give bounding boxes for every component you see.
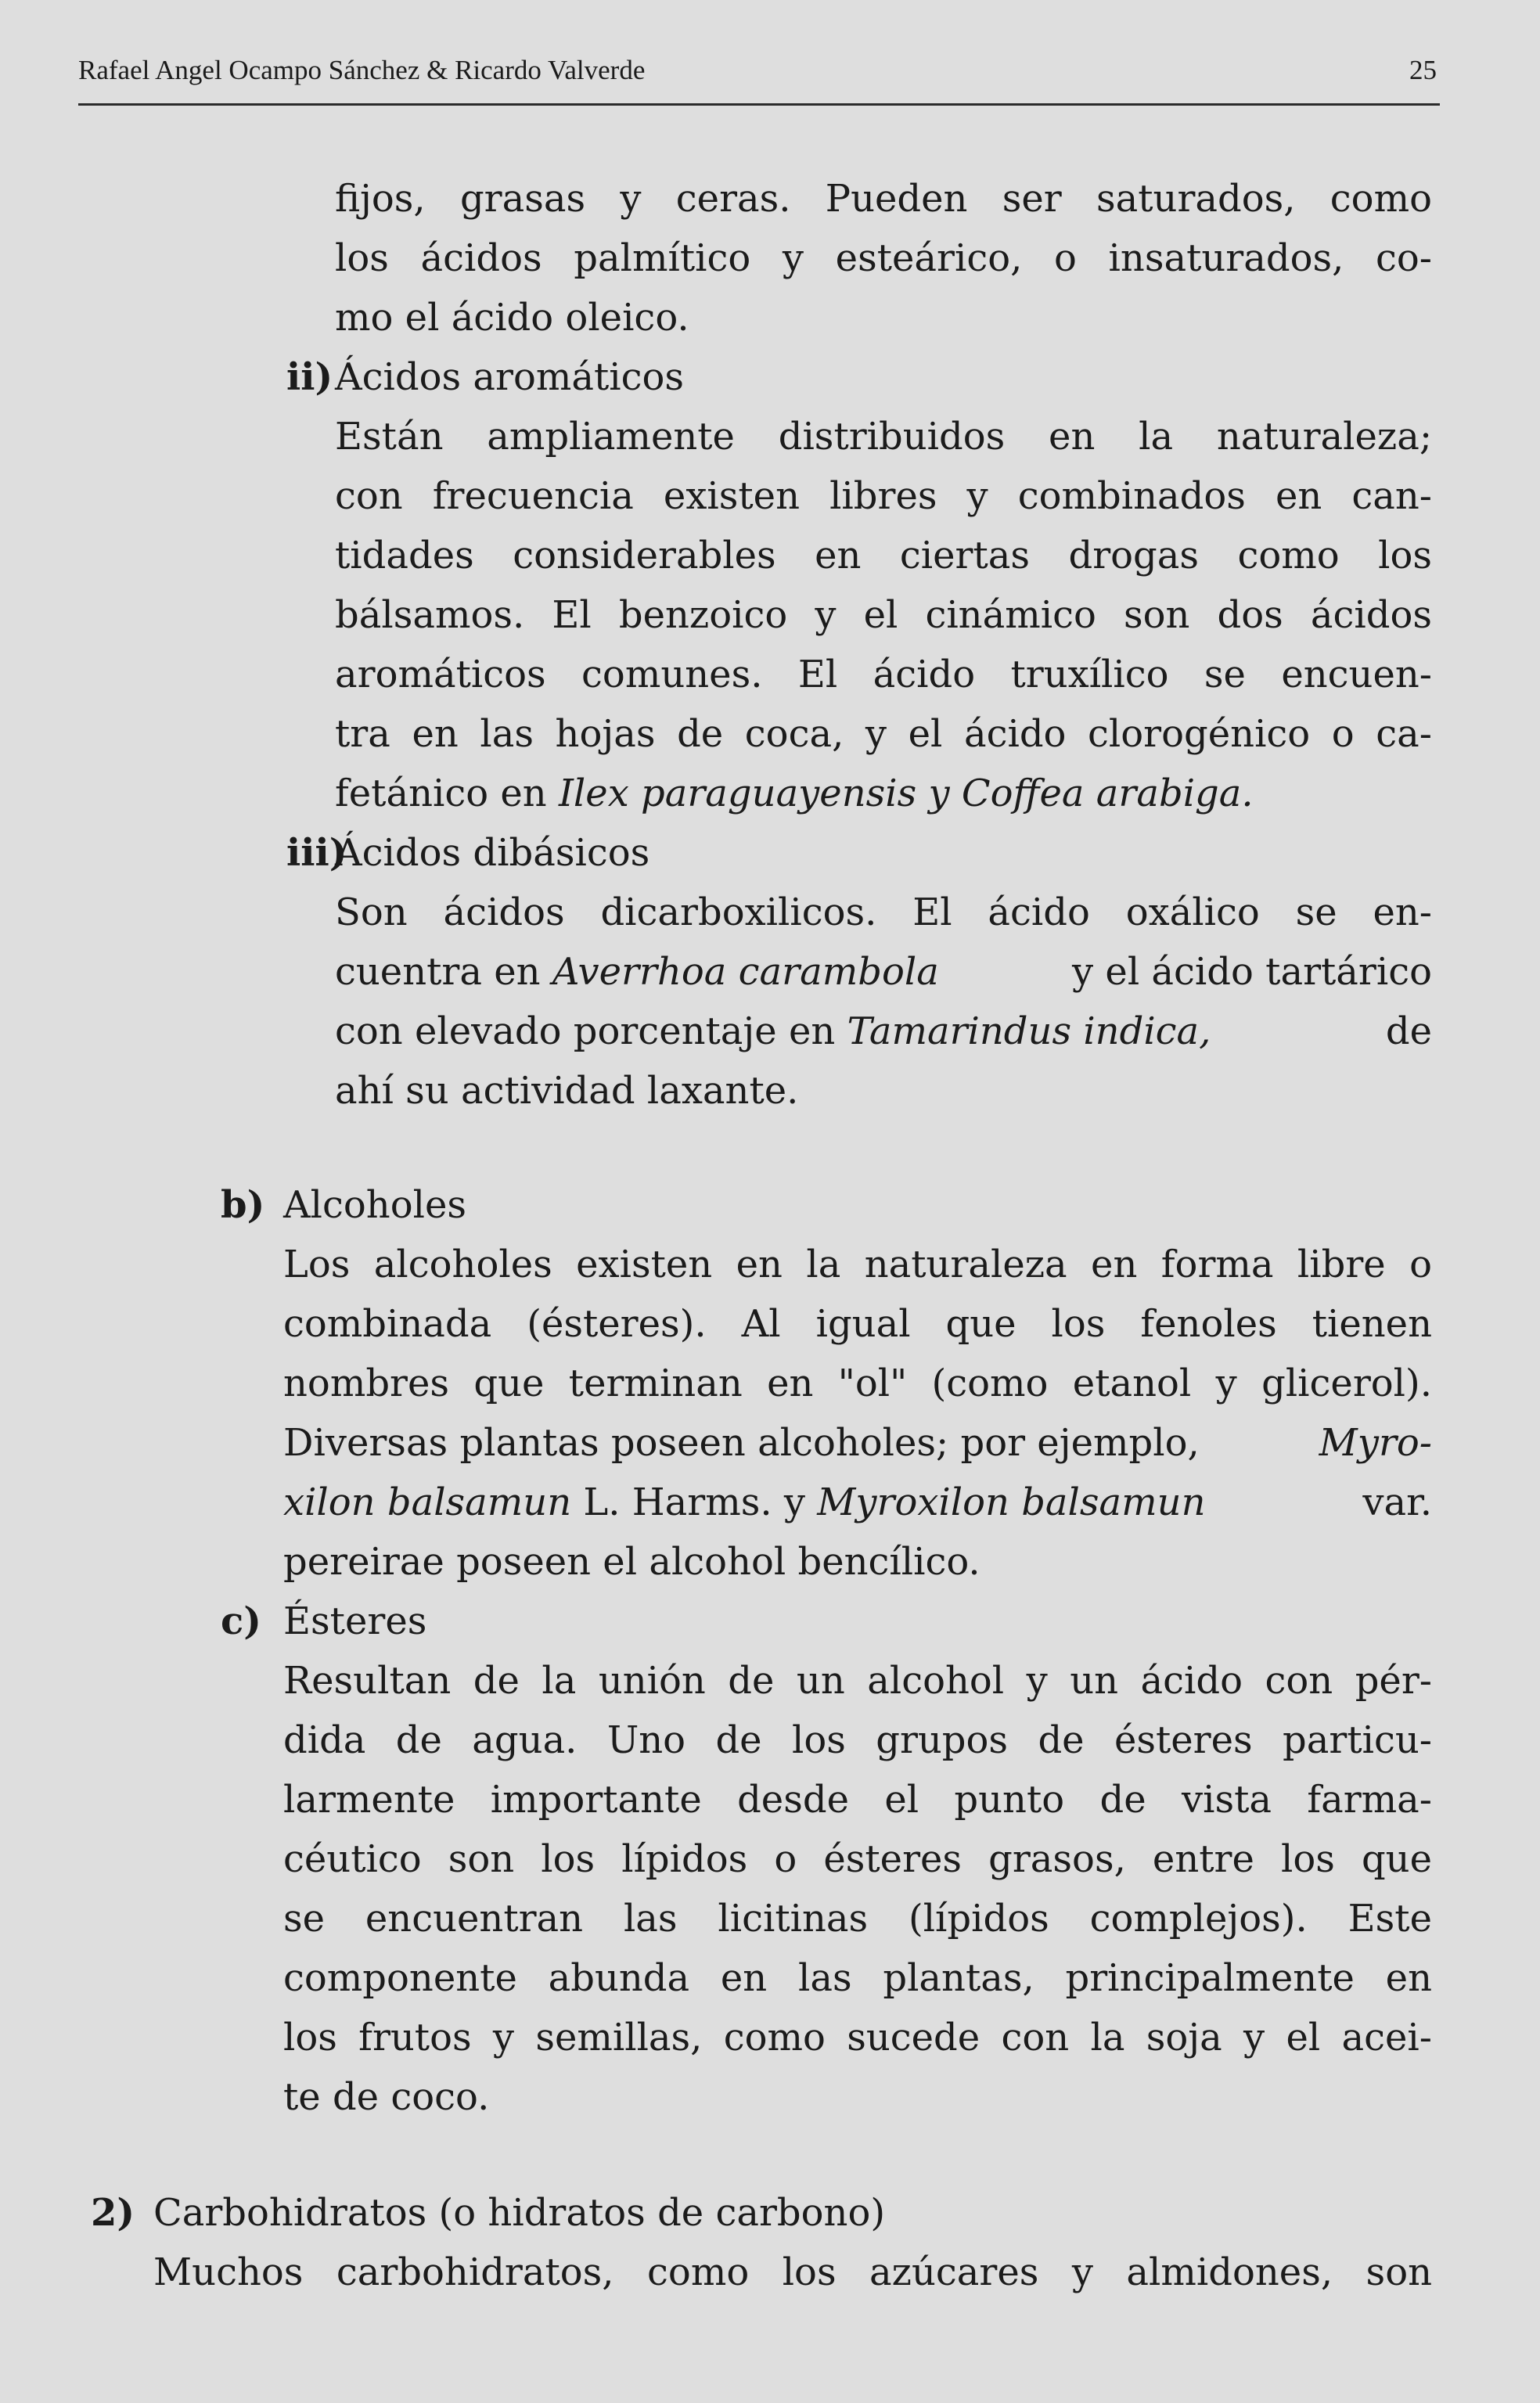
italic-species-name: Averrhoa carambola	[552, 950, 939, 994]
paragraph-line: fijos, grasas y ceras. Pueden ser saturados, como	[335, 177, 1432, 221]
paragraph-line: Están ampliamente distribuidos en la naturaleza;	[335, 415, 1432, 459]
text-run: cuentra en	[335, 950, 552, 994]
paragraph-line: los ácidos palmítico y esteárico, o insaturados, co-	[335, 236, 1432, 280]
paragraph-line: con frecuencia existen libres y combinados en can-	[335, 474, 1432, 518]
paragraph-line: pereirae poseen el alcohol bencílico.	[283, 1540, 980, 1584]
section-heading: Ésteres	[283, 1599, 427, 1643]
paragraph-line: Los alcoholes existen en la naturaleza en forma libre o	[283, 1243, 1432, 1286]
paragraph-line: componente abunda en las plantas, principalmente en	[283, 1956, 1432, 2000]
section-heading: Alcoholes	[283, 1183, 466, 1227]
italic-species-name: Tamarindus indica,	[847, 1009, 1211, 1053]
italic-species-name: Myroxilon balsamun	[817, 1480, 1206, 1524]
list-marker: 2)	[91, 2191, 135, 2235]
paragraph-line: tra en las hojas de coca, y el ácido clorogénico o ca-	[335, 712, 1432, 756]
text-run: con elevado porcentaje en	[335, 1009, 847, 1053]
paragraph-line: ahí su actividad laxante.	[335, 1069, 799, 1113]
paragraph-line: bálsamos. El benzoico y el cinámico son dos ácidos	[335, 593, 1432, 637]
paragraph-line	[335, 950, 1432, 994]
paragraph-line	[283, 1480, 1432, 1524]
text-run	[335, 950, 939, 994]
text-run: fetánico en	[335, 772, 559, 815]
paragraph-line: los frutos y semillas, como sucede con la soja y el acei-	[283, 2016, 1432, 2059]
list-marker: iii)	[286, 831, 347, 875]
paragraph-line: céutico son los lípidos o ésteres grasos, entre los que	[283, 1837, 1432, 1881]
text-run: L. Harms. y	[571, 1480, 818, 1524]
text-run: var.	[1351, 1480, 1432, 1524]
section-heading: Carbohidratos (o hidratos de carbono)	[153, 2191, 886, 2235]
running-header	[78, 55, 1440, 106]
header-authors: Rafael Angel Ocampo Sánchez & Ricardo Valverde	[78, 55, 646, 85]
italic-species-name: Ilex paraguayensis y Coffea arabiga.	[558, 772, 1254, 815]
paragraph-line: nombres que terminan en "ol" (como etanol y glicerol).	[283, 1362, 1432, 1405]
text-run	[283, 1480, 1206, 1524]
paragraph-line: combinada (ésteres). Al igual que los fenoles tienen	[283, 1302, 1432, 1346]
section-heading: Ácidos aromáticos	[335, 355, 685, 399]
paragraph-line: se encuentran las licitinas (lípidos complejos). Este	[283, 1897, 1432, 1941]
list-marker: ii)	[286, 355, 333, 399]
paragraph-line: mo el ácido oleico.	[335, 296, 689, 340]
paragraph-line: Son ácidos dicarboxilicos. El ácido oxálico se en-	[335, 890, 1432, 934]
paragraph-line: te de coco.	[283, 2075, 490, 2119]
text-run	[335, 1009, 1211, 1053]
section-heading: Ácidos dibásicos	[335, 831, 650, 875]
list-marker: b)	[221, 1183, 265, 1227]
italic-species-name: Myro-	[1319, 1421, 1432, 1465]
list-marker: c)	[221, 1599, 261, 1643]
text-run: Diversas plantas poseen alcoholes; por ejemplo,	[283, 1421, 1212, 1465]
text-run: de	[1373, 1009, 1432, 1053]
page-number: 25	[1409, 55, 1437, 85]
text-run: y el ácido tartárico	[1060, 950, 1432, 994]
paragraph-line: aromáticos comunes. El ácido truxílico se encuen-	[335, 653, 1432, 696]
paragraph-line	[283, 1421, 1432, 1465]
paragraph-line: dida de agua. Uno de los grupos de ésteres particu-	[283, 1718, 1432, 1762]
paragraph-line: larmente importante desde el punto de vista farma-	[283, 1778, 1432, 1822]
italic-species-name: xilon balsamun	[283, 1480, 572, 1524]
paragraph-line: Resultan de la unión de un alcohol y un ácido con pér-	[283, 1659, 1432, 1703]
paragraph-line	[335, 772, 1432, 815]
paragraph-line: tidades considerables en ciertas drogas como los	[335, 534, 1432, 577]
paragraph-line	[335, 1009, 1432, 1053]
paragraph-line: Muchos carbohidratos, como los azúcares y almidones, son	[153, 2250, 1432, 2294]
